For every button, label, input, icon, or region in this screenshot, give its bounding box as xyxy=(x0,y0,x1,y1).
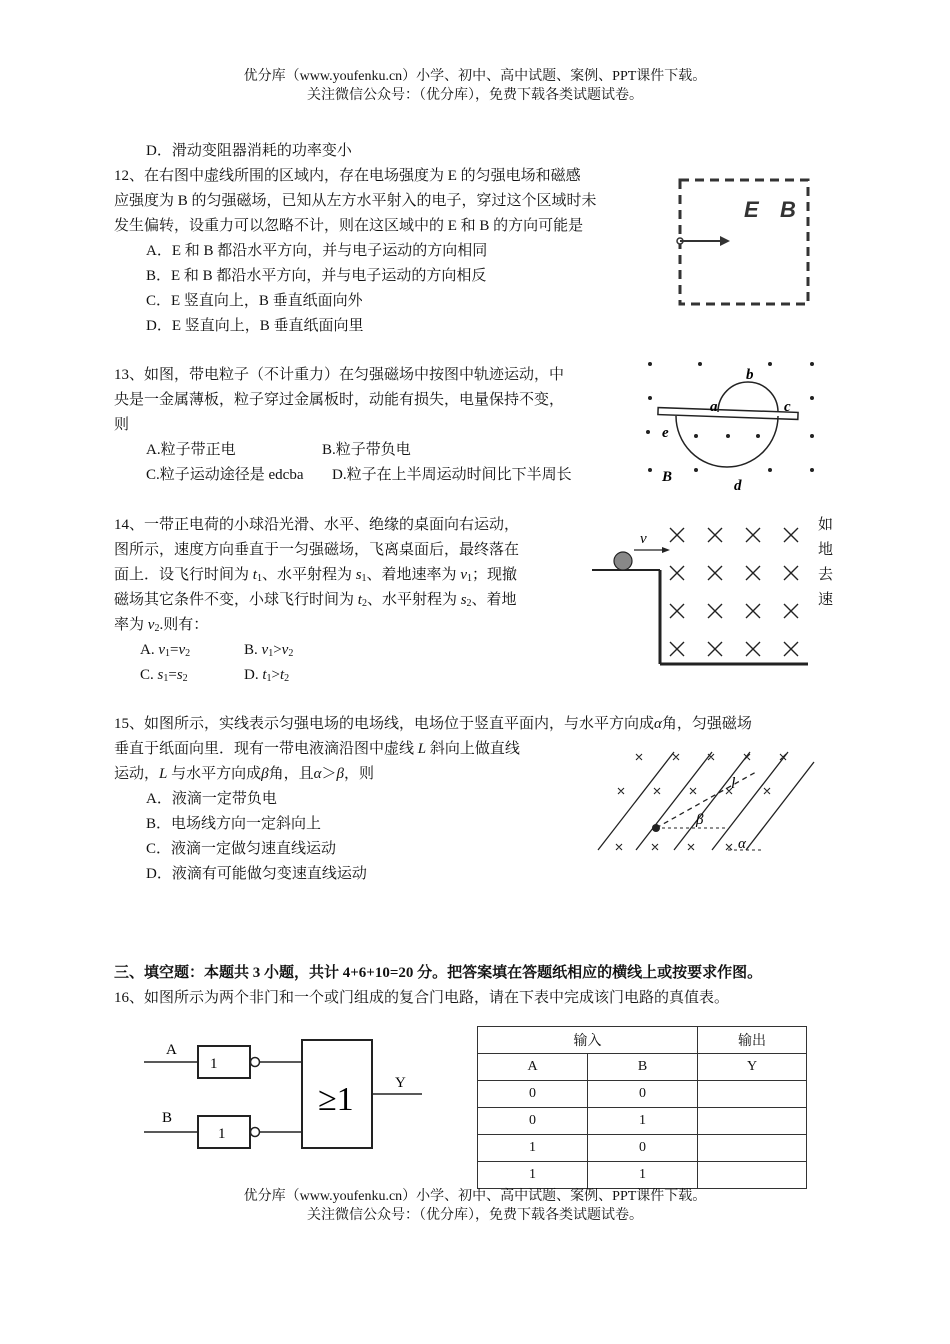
label-e: e xyxy=(662,425,669,441)
electric-field-lines xyxy=(598,752,814,850)
q14-figure xyxy=(590,520,815,670)
label-b: B xyxy=(780,197,796,222)
q12-line-1: 12、在右图中虚线所围的区域内，存在电场强度为 E 的匀强电场和磁感 xyxy=(114,168,581,184)
q13-option-b: B.粒子带负电 xyxy=(322,442,411,458)
header-line-2: 关注微信公众号：（优分库），免费下载各类试题试卷。 xyxy=(307,88,643,103)
q14-line-1: 14、一带正电荷的小球沿光滑、水平、绝缘的桌面向右运动， xyxy=(114,517,520,533)
page-header xyxy=(0,67,950,105)
q12-option-c: C．E 竖直向上，B 垂直纸面向外 xyxy=(146,293,363,309)
col-y-header: Y xyxy=(698,1054,807,1081)
not-gate-a xyxy=(198,1046,250,1078)
q14-line-2: 图所示，速度方向垂直于一匀强磁场，飞离桌面后，最终落在 xyxy=(114,542,520,558)
label-c: c xyxy=(784,399,791,415)
magnetic-field-crosses xyxy=(616,754,786,850)
q15-line-2: 垂直于纸面向里．现有一带电液滴沿图中虚线 L 斜向上做直线 xyxy=(114,741,520,757)
table-row: 1 1 xyxy=(478,1162,807,1189)
q14-margin-char-3: 去 xyxy=(818,567,834,583)
page-footer xyxy=(0,1187,950,1225)
q14-line-4: 磁场其它条件不变，小球飞行时间为 $t_2$、水平射程为 $s_2$、着地 xyxy=(114,592,517,609)
label-l: l xyxy=(731,775,736,792)
q12-line-3: 发生偏转，设重力可以忽略不计，则在这区域中的 E 和 B 的方向可能是 xyxy=(114,218,584,234)
input-a-label: A xyxy=(166,1042,177,1058)
or-gate-label: ≥1 xyxy=(318,1081,354,1118)
label-beta: β xyxy=(696,812,704,828)
footer-line-2: 关注微信公众号：（优分库），免费下载各类试题试卷。 xyxy=(307,1208,643,1223)
input-header: 输入 xyxy=(478,1027,698,1054)
q12-option-b: B．E 和 B 都沿水平方向，并与电子运动的方向相反 xyxy=(146,268,487,284)
footer-line-1: 优分库（www.youfenku.cn）小学、初中、高中试题、案例、PPT课件下载。 xyxy=(243,1189,707,1204)
q13-figure xyxy=(640,352,820,492)
table-row: 1 0 xyxy=(478,1135,807,1162)
label-b: b xyxy=(746,367,754,383)
q12-figure xyxy=(672,172,817,310)
header-line-1: 优分库（www.youfenku.cn）小学、初中、高中试题、案例、PPT课件下载。 xyxy=(243,69,707,84)
q11-option-d: D．滑动变阻器消耗的功率变小 xyxy=(146,143,352,159)
label-d: d xyxy=(734,478,742,494)
label-v: v xyxy=(640,531,647,547)
q13-line-1: 13、如图，带电粒子（不计重力）在匀强磁场中按图中轨迹运动，中 xyxy=(114,367,565,383)
label-e: E xyxy=(744,197,759,222)
q14-option-b: B. $v_1>v_2$ xyxy=(244,642,294,659)
table-row: 0 0 xyxy=(478,1081,807,1108)
q13-line-2: 央是一金属薄板，粒子穿过金属板时，动能有损失，电量保持不变， xyxy=(114,392,565,408)
q16-text: 16、如图所示为两个非门和一个或门组成的复合门电路，请在下表中完成该门电路的真值表。 xyxy=(114,990,730,1006)
q15-option-d: D．液滴有可能做匀变速直线运动 xyxy=(146,866,367,882)
q15-option-a: A．液滴一定带负电 xyxy=(146,791,277,807)
q14-line-5: 率为 $v_2$.则有： xyxy=(114,617,209,634)
q16-circuit xyxy=(140,1030,430,1160)
col-b-header: B xyxy=(588,1054,698,1081)
q14-margin-char-4: 速 xyxy=(818,592,834,608)
table-row: 0 1 xyxy=(478,1108,807,1135)
q15-line-1: 15、如图所示，实线表示匀强电场的电场线，电场位于竖直平面内，与水平方向成α角，匀强磁场 xyxy=(114,716,752,732)
droplet xyxy=(652,824,660,832)
magnetic-field-crosses xyxy=(670,528,798,656)
q14-option-a: A. $v_1=v_2$ xyxy=(140,642,191,659)
input-b-label: B xyxy=(162,1110,173,1126)
q13-option-d: D.粒子在上半周运动时间比下半周长 xyxy=(332,467,572,483)
col-a-header: A xyxy=(478,1054,588,1081)
q14-line-3: 面上．设飞行时间为 $t_1$、水平射程为 $s_1$、着地速率为 $v_1$；现撤 xyxy=(114,567,517,584)
label-alpha: α xyxy=(738,836,746,852)
metal-plate xyxy=(658,408,798,420)
q15-option-c: C．液滴一定做匀速直线运动 xyxy=(146,841,337,857)
answer-cell[interactable] xyxy=(698,1108,807,1135)
q12-option-a: A．E 和 B 都沿水平方向，并与电子运动的方向相同 xyxy=(146,243,488,259)
upper-semicircle-track xyxy=(718,382,778,412)
not-gate-a-label: 1 xyxy=(210,1056,218,1072)
q13-option-a: A.粒子带正电 xyxy=(146,442,236,458)
output-header: 输出 xyxy=(698,1027,807,1054)
q12-option-d: D．E 竖直向上，B 垂直纸面向里 xyxy=(146,318,364,334)
answer-cell[interactable] xyxy=(698,1081,807,1108)
section-3-title: 三、填空题：本题共 3 小题，共计 4+6+10=20 分。把答案填在答题纸相应的横线上或按要求作图。 xyxy=(114,965,763,981)
q14-margin-char-2: 地 xyxy=(818,542,834,558)
q14-option-d: D. $t_1>t_2$ xyxy=(244,667,290,684)
lower-semicircle-track xyxy=(676,416,778,467)
label-field-b: B xyxy=(662,469,673,485)
q13-line-3: 则 xyxy=(114,417,130,433)
charged-ball xyxy=(614,552,632,570)
trajectory-dashed-line xyxy=(656,772,756,828)
label-a: a xyxy=(710,399,718,415)
output-y-label: Y xyxy=(395,1075,406,1091)
answer-cell[interactable] xyxy=(698,1135,807,1162)
q15-line-3: 运动，L 与水平方向成β角，且α＞β，则 xyxy=(114,766,375,782)
truth-table xyxy=(477,1026,807,1189)
q15-option-b: B．电场线方向一定斜向上 xyxy=(146,816,322,832)
q14-option-c: C. $s_1=s_2$ xyxy=(140,667,188,684)
q13-option-c: C.粒子运动途径是 edcba xyxy=(146,467,304,483)
answer-cell[interactable] xyxy=(698,1162,807,1189)
q12-line-2: 应强度为 B 的匀强磁场，已知从左方水平射入的电子，穿过这个区域时未 xyxy=(114,193,597,209)
q15-figure xyxy=(596,750,816,856)
not-gate-b-label: 1 xyxy=(218,1126,226,1142)
q14-margin-char-1: 如 xyxy=(818,517,834,533)
